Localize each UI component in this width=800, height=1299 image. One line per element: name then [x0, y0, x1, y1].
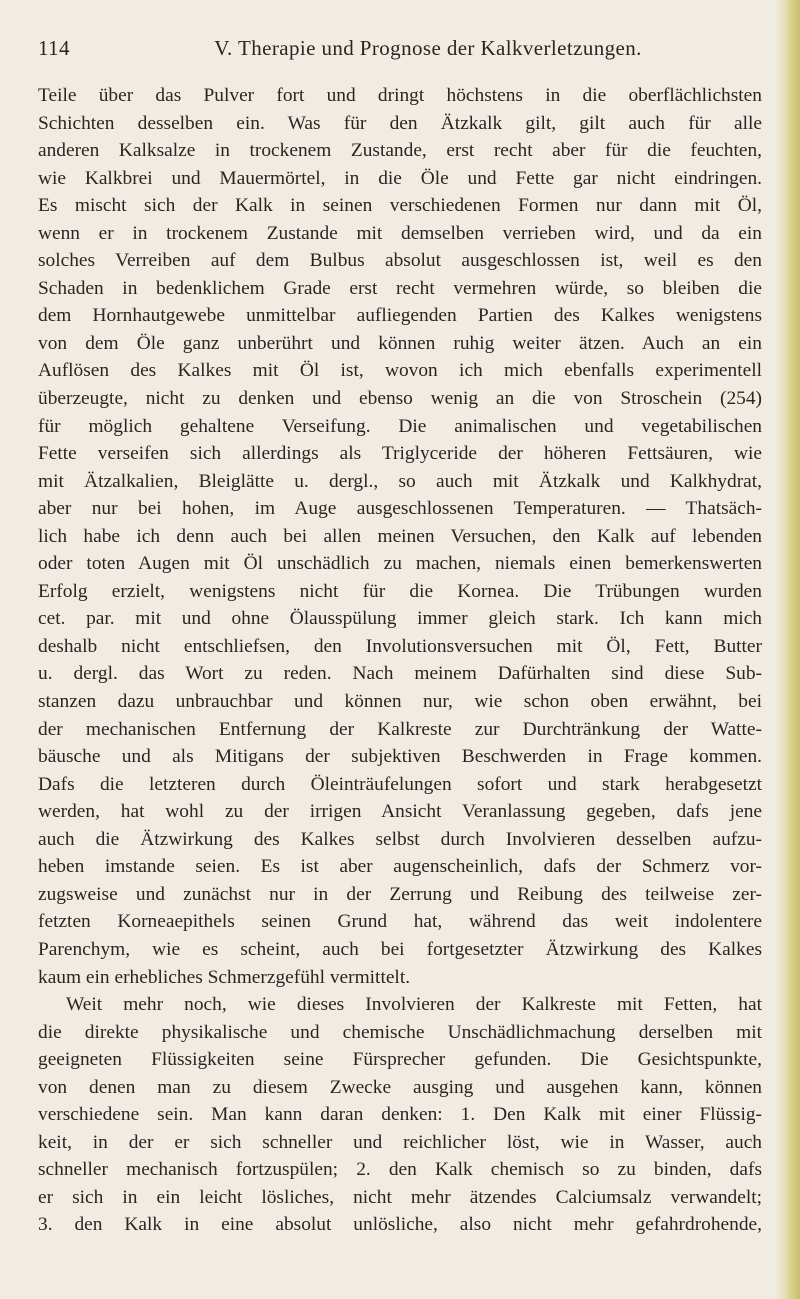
text-line: von dem Öle ganz unberührt und können ruhig weiter ätzen. Auch an ein: [38, 332, 762, 354]
text-line: mit Ätzalkalien, Bleiglätte u. dergl., so auch mit Ätzkalk und Kalkhydrat,: [38, 470, 762, 492]
text-line: verschiedene sein. Man kann daran denken: 1. Den Kalk mit einer Flüssig-: [38, 1104, 762, 1126]
text-line: stanzen dazu unbrauchbar und können nur, wie schon oben erwähnt, bei: [38, 691, 762, 713]
text-line: deshalb nicht entschliefsen, den Involutionsversuchen mit Öl, Fett, Butter: [38, 635, 762, 657]
text-line: keit, in der er sich schneller und reichlicher löst, wie in Wasser, auch: [38, 1131, 762, 1153]
text-line: Parenchym, wie es scheint, auch bei fortgesetzter Ätzwirkung des Kalkes: [38, 938, 762, 960]
text-line: von denen man zu diesem Zwecke ausging und ausgehen kann, können: [38, 1076, 762, 1098]
text-line: zugsweise und zunächst nur in der Zerrung und Reibung des teilweise zer-: [38, 883, 762, 905]
page-edge: [774, 0, 800, 1299]
text-line: 3. den Kalk in eine absolut unlösliche, also nicht mehr gefahrdrohende,: [38, 1214, 762, 1236]
text-line: heben imstande seien. Es ist aber augenscheinlich, dafs der Schmerz vor-: [38, 856, 762, 878]
text-line: Erfolg erzielt, wenigstens nicht für die Kornea. Die Trübungen wurden: [38, 580, 762, 602]
text-line: aber nur bei hohen, im Auge ausgeschlossenen Temperaturen. — Thatsäch-: [38, 498, 762, 520]
text-line: wenn er in trockenem Zustande mit demselben verrieben wird, und da ein: [38, 222, 762, 244]
text-line: Dafs die letzteren durch Öleinträufelungen sofort und stark herabgesetzt: [38, 773, 762, 795]
text-line: Teile über das Pulver fort und dringt höchstens in die oberflächlichsten: [38, 85, 762, 106]
text-line: Auflösen des Kalkes mit Öl ist, wovon ich mich ebenfalls experimentell: [38, 360, 762, 382]
text-line: lich habe ich denn auch bei allen meinen Versuchen, den Kalk auf lebenden: [38, 525, 762, 547]
text-line: der mechanischen Entfernung der Kalkreste zur Durchtränkung der Watte-: [38, 718, 762, 740]
text-line: wie Kalkbrei und Mauermörtel, in die Öle und Fette gar nicht eindringen.: [38, 167, 762, 189]
paragraph-end-line: kaum ein erhebliches Schmerzgefühl vermittelt.: [38, 966, 411, 988]
text-line: dem Hornhautgewebe unmittelbar aufliegenden Partien des Kalkes wenigstens: [38, 305, 762, 327]
text-line: er sich in ein leicht lösliches, nicht mehr ätzendes Calciumsalz verwandelt;: [38, 1186, 762, 1208]
text-line: Schichten desselben ein. Was für den Ätzkalk gilt, gilt auch für alle: [38, 112, 762, 134]
paragraph-start-line: Weit mehr noch, wie dieses Involvieren der Kalkreste mit Fetten, hat: [66, 994, 762, 1016]
text-line: auch die Ätzwirkung des Kalkes selbst durch Involvieren desselben aufzu-: [38, 828, 762, 850]
text-line: bäusche und als Mitigans der subjektiven Beschwerden in Frage kommen.: [38, 746, 762, 768]
body-text: [38, 82, 762, 1239]
text-line: geeigneten Flüssigkeiten seine Fürsprecher gefunden. Die Gesichtspunkte,: [38, 1049, 762, 1071]
text-line: solches Verreiben auf dem Bulbus absolut ausgeschlossen ist, weil es den: [38, 250, 762, 272]
text-line: werden, hat wohl zu der irrigen Ansicht Veranlassung gegeben, dafs jene: [38, 801, 762, 823]
running-head: V. Therapie und Prognose der Kalkverletzungen.: [214, 36, 642, 60]
page-number: 114: [38, 36, 70, 60]
text-line: schneller mechanisch fortzuspülen; 2. den Kalk chemisch so zu binden, dafs: [38, 1159, 762, 1181]
text-line: u. dergl. das Wort zu reden. Nach meinem Dafürhalten sind diese Sub-: [38, 663, 762, 685]
text-line: Fette verseifen sich allerdings als Triglyceride der höheren Fettsäuren, wie: [38, 443, 762, 465]
text-line: Es mischt sich der Kalk in seinen verschiedenen Formen nur dann mit Öl,: [38, 195, 762, 217]
text-line: oder toten Augen mit Öl unschädlich zu machen, niemals einen bemerkenswerten: [38, 553, 762, 575]
text-line: die direkte physikalische und chemische Unschädlichmachung derselben mit: [38, 1021, 762, 1043]
text-line: cet. par. mit und ohne Ölausspülung immer gleich stark. Ich kann mich: [38, 608, 762, 630]
text-line: Schaden in bedenklichem Grade erst recht vermehren würde, so bleiben die: [38, 277, 762, 299]
text-line: fetzten Korneaepithels seinen Grund hat, während das weit indolentere: [38, 911, 762, 933]
text-line: für möglich gehaltene Verseifung. Die animalischen und vegetabilischen: [38, 415, 762, 437]
page-header: [38, 36, 758, 66]
text-line: anderen Kalksalze in trockenem Zustande, erst recht aber für die feuchten,: [38, 140, 762, 162]
text-line: überzeugte, nicht zu denken und ebenso wenig an die von Stroschein (254): [38, 388, 762, 410]
